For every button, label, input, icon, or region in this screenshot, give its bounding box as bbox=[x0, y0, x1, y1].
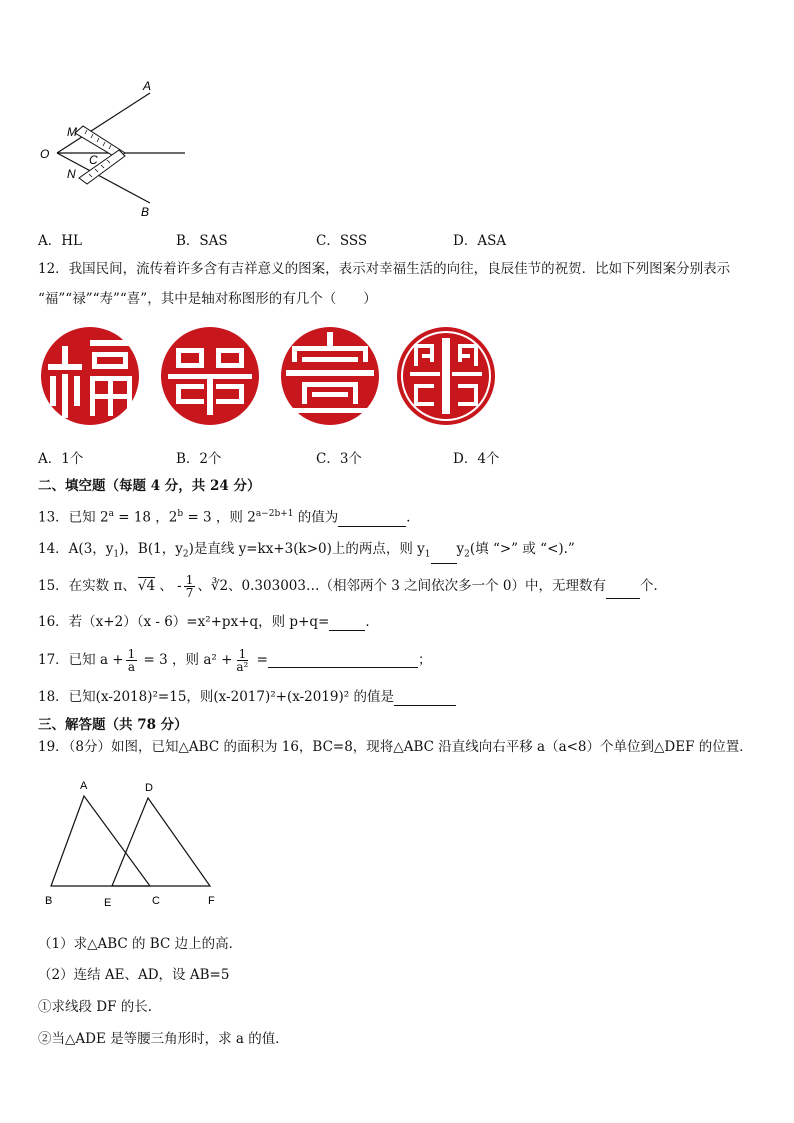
q19-stem: 19．（8分）如图，已知△ABC 的面积为 16，BC=8，现将△ABC 沿直线向右平移 a（a<8）个单位到△DEF 的位置． bbox=[38, 739, 753, 755]
angle-bisector-figure bbox=[35, 78, 195, 223]
label-B: B bbox=[45, 895, 53, 907]
q16-answer-blank[interactable] bbox=[329, 616, 365, 631]
q19-part1: （1）求△ABC 的 BC 边上的高． bbox=[38, 936, 243, 952]
q12-option-d[interactable]: D．4个 bbox=[453, 451, 500, 467]
q13: 13．已知 $2^a = 18$ ，$2^b = 3$ ，则 $2^{a-2b+1}$ 的值为 ． bbox=[38, 509, 420, 526]
q11-option-b[interactable]: B．SAS bbox=[176, 233, 228, 249]
q12-option-a[interactable]: A．1个 bbox=[38, 451, 84, 467]
q12-option-b[interactable]: B．2个 bbox=[176, 451, 222, 467]
q17-answer-blank[interactable] bbox=[268, 653, 418, 668]
q14: 14．A(3，$y_1$)，B(1，$y_2$)是直线 y=kx+3(k>0)上的两点，则 $y_1$ $y_2$(填 “>” 或 “<).” bbox=[38, 540, 575, 564]
label-D: D bbox=[145, 782, 153, 794]
q11-option-d[interactable]: D．ASA bbox=[453, 233, 507, 249]
ruler-lower bbox=[79, 150, 125, 184]
label-A: A bbox=[143, 79, 152, 93]
label-C: C bbox=[89, 153, 98, 167]
label-A: A bbox=[80, 780, 88, 792]
section-fill-in-title: 二、填空题（每题 4 分，共 24 分） bbox=[38, 478, 261, 494]
fu-emblem-icon bbox=[40, 326, 140, 426]
q19-part2-sub2: ②当△ADE 是等腰三角形时，求 a 的值． bbox=[38, 1031, 289, 1047]
q17: 17．已知 a + $\frac{1}{a}$ = 3 ，则 a² + $\frac{1}{\text{a²}}$ = ； bbox=[38, 647, 432, 674]
q12-option-c[interactable]: C．3个 bbox=[316, 451, 362, 467]
q14-answer-blank[interactable] bbox=[431, 549, 457, 564]
label-M: M bbox=[67, 125, 77, 139]
q11-option-a[interactable]: A．HL bbox=[38, 233, 82, 249]
label-E: E bbox=[104, 897, 112, 909]
shou-emblem-icon bbox=[280, 326, 380, 426]
translated-triangles-figure bbox=[40, 776, 230, 911]
label-N: N bbox=[67, 167, 76, 181]
q18-answer-blank[interactable] bbox=[394, 691, 456, 706]
q15-answer-blank[interactable] bbox=[606, 584, 640, 599]
section-solve-title: 三、解答题（共 78 分） bbox=[38, 717, 188, 733]
q16: 16．若（x+2）（x - 6）=x²+px+q，则 p+q= ． bbox=[38, 614, 379, 630]
label-B: B bbox=[141, 205, 150, 219]
q19-part2-sub1: ①求线段 DF 的长． bbox=[38, 999, 162, 1015]
q15: 15．在实数 π、 √4 、 - $\frac{1}{7}$ 、∛2、0.303003…（相邻两个 3 之间依次多一个 0）中，无理数有 个． bbox=[38, 573, 668, 600]
q18: 18．已知(x-2018)²=15，则(x-2017)²+(x-2019)² 的值是 bbox=[38, 688, 456, 706]
q12-stem-line2: “福”“禄”“寿”“喜”，其中是轴对称图形的有几个（ ） bbox=[38, 291, 377, 307]
xi-emblem-icon bbox=[396, 326, 496, 426]
q12-stem-line1: 12．我国民间，流传着许多含有吉祥意义的图案，表示对幸福生活的向往，良辰佳节的祝贺．比如下列图案分别表示 bbox=[38, 261, 731, 277]
q11-option-c[interactable]: C．SSS bbox=[316, 233, 368, 249]
lu-emblem-icon bbox=[160, 326, 260, 426]
label-F: F bbox=[208, 895, 215, 907]
label-C: C bbox=[152, 895, 160, 907]
q13-answer-blank[interactable] bbox=[338, 512, 406, 527]
label-O: O bbox=[40, 147, 50, 161]
q19-part2: （2）连结 AE、AD，设 AB=5 bbox=[38, 967, 230, 983]
